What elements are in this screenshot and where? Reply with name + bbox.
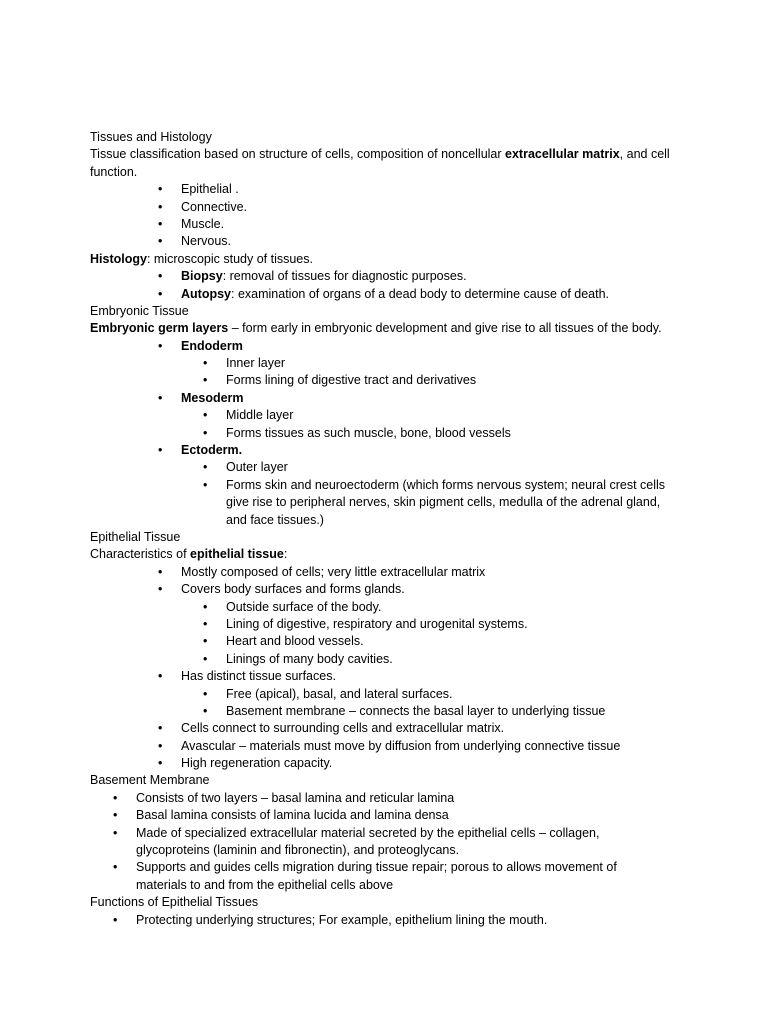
bullet: •	[158, 216, 163, 231]
list-item: • Avascular – materials must move by diffusion from underlying connective tissue	[90, 738, 690, 755]
bullet: •	[203, 425, 208, 440]
bullet: •	[113, 912, 118, 927]
bullet: •	[113, 790, 118, 805]
list-item: • Lining of digestive, respiratory and urogenital systems.	[90, 616, 690, 633]
bullet: •	[113, 808, 118, 823]
bullet: •	[158, 390, 163, 405]
section-heading-functions: Functions of Epithelial Tissues	[90, 895, 259, 910]
bullet: •	[158, 338, 163, 353]
list-item: • Autopsy: examination of organs of a dead body to determine cause of death.	[90, 286, 690, 303]
bullet: •	[113, 825, 118, 840]
list-item: • Mostly composed of cells; very little extracellular matrix	[90, 564, 690, 581]
list-item: • Consists of two layers – basal lamina and reticular lamina	[90, 790, 690, 807]
list-item: • Basement membrane – connects the basal layer to underlying tissue	[90, 703, 690, 720]
list-item: • Forms tissues as such muscle, bone, blood vessels	[90, 425, 690, 442]
list-item: • Heart and blood vessels.	[90, 633, 690, 650]
section-heading-epithelial: Epithelial Tissue	[90, 529, 181, 544]
bullet: •	[203, 599, 208, 614]
list-item: • Inner layer	[90, 355, 690, 372]
bullet: •	[158, 669, 163, 684]
intro-paragraph: Tissue classification based on structure of cells, composition of noncellular extracellular matrix, and cell	[90, 147, 670, 162]
list-item: • Mesoderm	[90, 390, 690, 407]
list-item: • Free (apical), basal, and lateral surfaces.	[90, 686, 690, 703]
list-item: • Supports and guides cells migration during tissue repair; porous to allows movement of	[90, 859, 690, 876]
list-item: • Cells connect to surrounding cells and extracellular matrix.	[90, 720, 690, 737]
bullet: •	[203, 408, 208, 423]
list-item: • Linings of many body cavities.	[90, 651, 690, 668]
bullet: •	[203, 616, 208, 631]
bullet: •	[158, 738, 163, 753]
characteristics-intro: Characteristics of epithelial tissue:	[90, 547, 288, 562]
list-item: • Made of specialized extracellular material secreted by the epithelial cells – collagen,	[90, 825, 690, 842]
list-item: • Connective.	[90, 199, 690, 216]
list-item-cont: materials to and from the epithelial cells above	[136, 877, 394, 892]
section-heading-basement: Basement Membrane	[90, 773, 210, 788]
list-item: • Forms lining of digestive tract and derivatives	[90, 372, 690, 389]
page-title: Tissues and Histology	[90, 130, 212, 144]
list-item: • Middle layer	[90, 407, 690, 424]
list-item: • Muscle.	[90, 216, 690, 233]
bullet: •	[203, 460, 208, 475]
document-body	[90, 129, 690, 929]
list-item: • Epithelial .	[90, 181, 690, 198]
bullet: •	[203, 356, 208, 371]
bullet: •	[203, 703, 208, 718]
bullet: •	[203, 477, 208, 492]
bullet: •	[158, 269, 163, 284]
bullet: •	[113, 860, 118, 875]
bullet: •	[158, 234, 163, 249]
bullet: •	[158, 182, 163, 197]
list-item: • Nervous.	[90, 233, 690, 250]
bullet: •	[203, 634, 208, 649]
bullet: •	[158, 564, 163, 579]
bullet: •	[203, 651, 208, 666]
list-item: • Covers body surfaces and forms glands.	[90, 581, 690, 598]
histology-definition: Histology: microscopic study of tissues.	[90, 251, 313, 266]
list-item-cont: glycoproteins (laminin and fibronectin), and proteoglycans.	[136, 843, 460, 858]
list-item: • Has distinct tissue surfaces.	[90, 668, 690, 685]
list-item: • Forms skin and neuroectoderm (which forms nervous system; neural crest cells	[90, 477, 690, 494]
section-heading-embryonic: Embryonic Tissue	[90, 303, 189, 318]
intro-paragraph-cont: function.	[90, 164, 138, 179]
list-item: • High regeneration capacity.	[90, 755, 690, 772]
list-item: • Basal lamina consists of lamina lucida and lamina densa	[90, 807, 690, 824]
list-item: • Protecting underlying structures; For example, epithelium lining the mouth.	[90, 912, 690, 929]
germ-layers-definition: Embryonic germ layers – form early in embryonic development and give rise to all tissues of the body.	[90, 321, 662, 336]
bullet: •	[158, 582, 163, 597]
bullet: •	[158, 286, 163, 301]
list-item: • Endoderm	[90, 338, 690, 355]
bullet: •	[158, 756, 163, 771]
bullet: •	[158, 199, 163, 214]
list-item: • Outer layer	[90, 459, 690, 476]
list-item-cont: give rise to peripheral nerves, skin pigment cells, medulla of the adrenal gland,	[226, 495, 661, 510]
bullet: •	[158, 721, 163, 736]
bullet: •	[203, 373, 208, 388]
list-item: • Ectoderm.	[90, 442, 690, 459]
list-item: • Biopsy: removal of tissues for diagnostic purposes.	[90, 268, 690, 285]
list-item-cont: and face tissues.)	[226, 512, 324, 527]
bullet: •	[158, 443, 163, 458]
list-item: • Outside surface of the body.	[90, 599, 690, 616]
bullet: •	[203, 686, 208, 701]
